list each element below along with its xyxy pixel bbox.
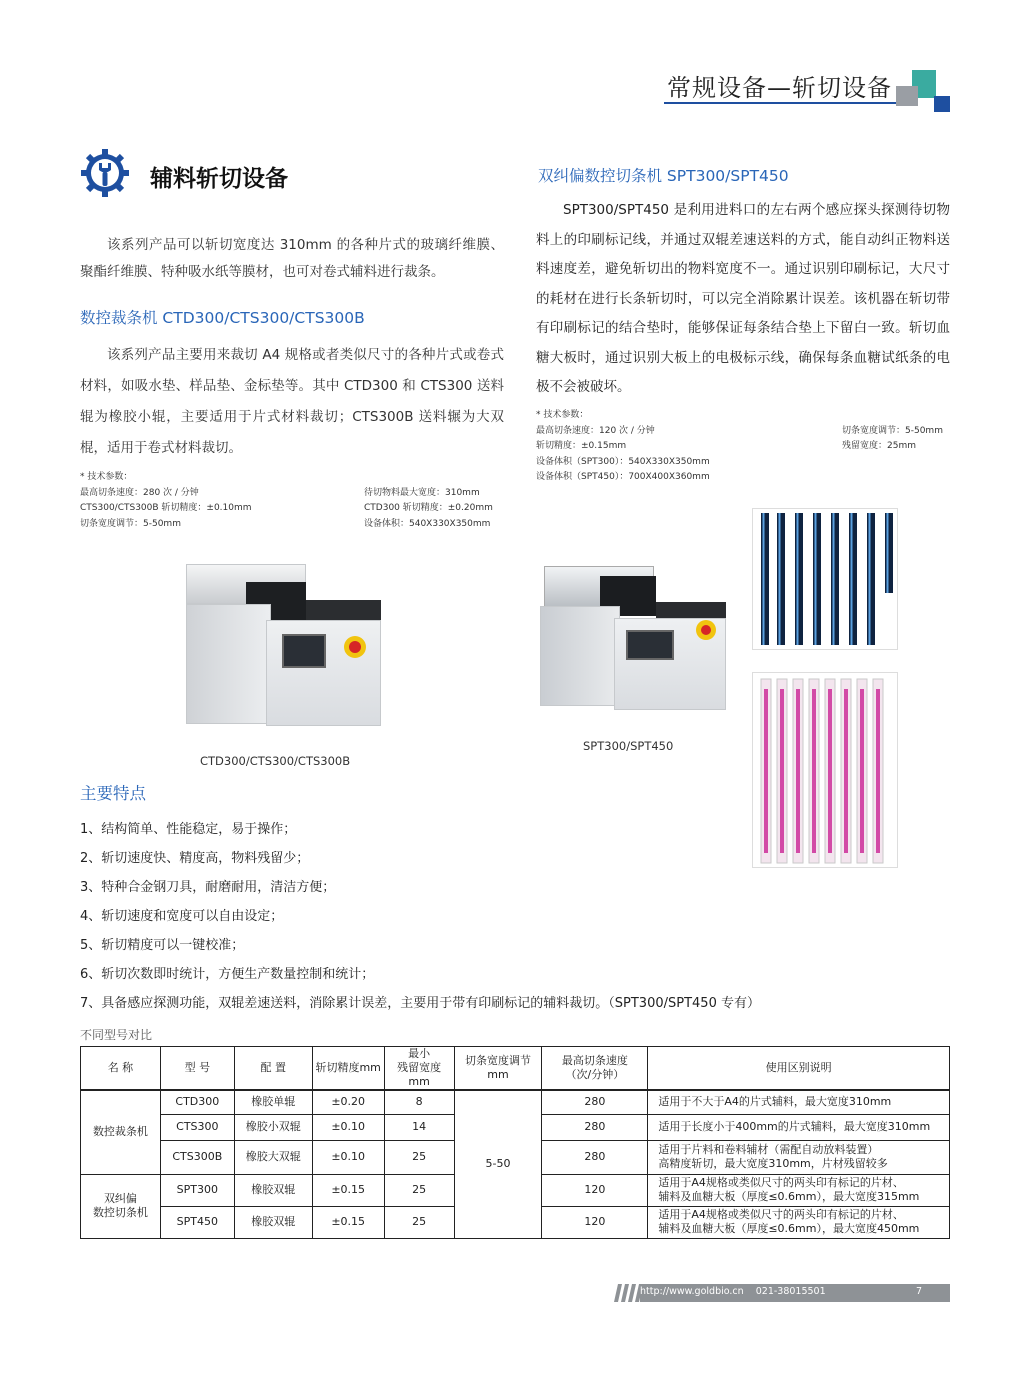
cell-model: CTS300 xyxy=(160,1114,234,1140)
cell-residue: 25 xyxy=(384,1206,454,1238)
ctd-specs-label: * 技术参数： xyxy=(80,472,133,482)
header-underline xyxy=(664,102,896,104)
cell-precision: ±0.10 xyxy=(312,1114,384,1140)
cell-residue: 25 xyxy=(384,1174,454,1206)
ctd-spec-l3: 切条宽度调节：5-50mm xyxy=(80,518,181,529)
cell-speed: 280 xyxy=(542,1090,648,1114)
page-number: 7 xyxy=(916,1286,923,1297)
spt-description: SPT300/SPT450 是利用进料口的左右两个感应探头探测待切物料上的印刷标记线，并通过双辊差速送料的方式，能自动纠正物料送料速度差，避免斩切出的物料宽度不一。通过识别印刷标记，大尺寸的耗材在进行长条斩切时，可以完全消除累计误差。该机器在斩切带有印刷标记的结合垫时，能够保证每条结合垫上下留白一致。斩切血糖大板时，通过识别大板上的电极标示线，确保每条血糖试纸条的电极不会被破坏。 xyxy=(536,202,950,395)
cell-residue: 25 xyxy=(384,1140,454,1174)
header-residue-line2: 残留宽度mm xyxy=(397,1061,442,1088)
ctd-spec-r2: CTD300 斩切精度：±0.20mm xyxy=(364,503,493,513)
header-residue-line1: 最小 xyxy=(408,1047,431,1060)
cell-model: SPT300 xyxy=(160,1174,234,1206)
cell-width: 5-50 xyxy=(454,1090,542,1238)
footer-stripes-decor xyxy=(612,1284,642,1302)
model-comparison-table xyxy=(80,1046,950,1239)
cell-usage xyxy=(648,1090,950,1114)
spt-caption: SPT300/SPT450 xyxy=(583,739,674,753)
group-spt-line2: 数控切条机 xyxy=(92,1206,148,1219)
feature-item: 5、斩切精度可以一键校准； xyxy=(80,938,245,953)
header-usage: 使用区别说明 xyxy=(648,1047,950,1091)
table-row xyxy=(81,1090,950,1114)
ctd-spec-l1: 最高切条速度：280 次 / 分钟 xyxy=(80,487,199,498)
header-decor-blue xyxy=(934,96,950,112)
cell-config: 橡胶小双辊 xyxy=(234,1114,312,1140)
test-strips-image xyxy=(752,672,898,868)
cell-precision: ±0.15 xyxy=(312,1206,384,1238)
ctd-spec-r1: 待切物料最大宽度：310mm xyxy=(364,487,480,498)
spt-spec-l2: 斩切精度：±0.15mm xyxy=(536,441,627,451)
feature-item: 3、特种合金钢刀具，耐磨耐用，清洁方便； xyxy=(80,880,336,895)
cell-speed: 280 xyxy=(542,1140,648,1174)
cell-config: 橡胶双辊 xyxy=(234,1174,312,1206)
ctd-title: 数控裁条机 CTD300/CTS300/CTS300B xyxy=(80,309,365,327)
spt-spec-l1: 最高切条速度：120 次 / 分钟 xyxy=(536,425,655,436)
test-strips-drawing xyxy=(753,673,898,868)
features-title: 主要特点 xyxy=(80,784,146,803)
page-header-title: 常规设备—斩切设备 xyxy=(667,74,892,102)
usage-line1: 适用于A4规格或类似尺寸的两头印有标记的片材、 xyxy=(658,1176,904,1189)
header-decor-gray xyxy=(896,86,918,106)
usage-line2: 辅料及血糖大板（厚度≤0.6mm），最大宽度450mm xyxy=(658,1222,920,1235)
cell-residue: 14 xyxy=(384,1114,454,1140)
feature-item: 7、具备感应探测功能，双辊差速送料，消除累计误差，主要用于带有印刷标记的辅料裁切。（SPT300/SPT450 专有） xyxy=(80,996,760,1011)
cell-config: 橡胶单辊 xyxy=(234,1090,312,1114)
spt-spec-l4: 设备体积（SPT450）：700X400X360mm xyxy=(536,472,710,482)
header-name: 名 称 xyxy=(81,1047,161,1091)
cell-model: SPT450 xyxy=(160,1206,234,1238)
spt-specs xyxy=(536,408,950,486)
header-speed xyxy=(542,1047,648,1091)
ctd-description: 该系列产品主要用来裁切 A4 规格或者类似尺寸的各种片式或卷式材料，如吸水垫、样品垫、金标垫等。其中 CTD300 和 CTS300 送料辊为橡胶小辊，主要适用于片式材料裁切；CTS300B 送料辗为大双棍，适用于卷式材料裁切。 xyxy=(80,347,504,456)
usage-line2: 高精度斩切，最大宽度310mm，片材残留较多 xyxy=(658,1157,888,1170)
header-model: 型 号 xyxy=(160,1047,234,1091)
feature-item: 4、斩切速度和宽度可以自由设定； xyxy=(80,909,284,924)
cell-speed: 120 xyxy=(542,1206,648,1238)
cell-precision: ±0.20 xyxy=(312,1090,384,1114)
electrode-strips-drawing xyxy=(753,509,898,650)
cell-usage xyxy=(648,1206,950,1238)
header-precision: 斩切精度mm xyxy=(312,1047,384,1091)
header-residue xyxy=(384,1047,454,1091)
ctd-caption: CTD300/CTS300/CTS300B xyxy=(200,754,351,768)
section-intro: 该系列产品可以斩切宽度达 310mm 的各种片式的玻璃纤维膜、聚酯纤维膜、特种吸水纸等膜材，也可对卷式辅料进行裁条。 xyxy=(80,237,504,280)
table-caption: 不同型号对比 xyxy=(80,1028,153,1042)
spt-title: 双纠偏数控切条机 SPT300/SPT450 xyxy=(538,167,789,185)
cell-precision: ±0.10 xyxy=(312,1140,384,1174)
usage-line1: 适用于片料和卷料辅材（需配自动放料装置） xyxy=(658,1143,879,1156)
header-width: 切条宽度调节mm xyxy=(454,1047,542,1091)
cell-residue: 8 xyxy=(384,1090,454,1114)
group-spt-line1: 双纠偏 xyxy=(103,1192,137,1205)
section-title: 辅料斩切设备 xyxy=(150,166,288,192)
cell-usage xyxy=(648,1114,950,1140)
footer-contact: http://www.goldbio.cn 021-38015501 xyxy=(640,1286,826,1297)
usage-line1: 适用于不大于A4的片式辅料，最大宽度310mm xyxy=(658,1095,892,1109)
feature-item: 2、斩切速度快、精度高，物料残留少； xyxy=(80,851,310,866)
ctd-specs xyxy=(80,470,500,532)
spt-spec-r2: 残留宽度：25mm xyxy=(842,441,916,451)
header-speed-line2: （次/分钟） xyxy=(565,1068,625,1081)
gear-wrench-icon xyxy=(80,148,130,198)
ctd-spec-l2: CTS300/CTS300B 斩切精度：±0.10mm xyxy=(80,503,252,513)
cell-model: CTS300B xyxy=(160,1140,234,1174)
usage-line2: 辅料及血糖大板（厚度≤0.6mm），最大宽度315mm xyxy=(658,1190,920,1203)
spt-specs-label: * 技术参数： xyxy=(536,410,589,420)
usage-line1: 适用于A4规格或类似尺寸的两头印有标记的片材、 xyxy=(658,1208,904,1221)
cell-speed: 280 xyxy=(542,1114,648,1140)
ctd-machine-image xyxy=(186,564,386,734)
spt-spec-l3: 设备体积（SPT300）：540X330X350mm xyxy=(536,456,710,467)
cell-precision: ±0.15 xyxy=(312,1174,384,1206)
cell-usage xyxy=(648,1140,950,1174)
spt-machine-image xyxy=(540,566,730,716)
ctd-spec-r3: 设备体积：540X330X350mm xyxy=(364,518,491,529)
cell-config: 橡胶双辊 xyxy=(234,1206,312,1238)
cell-speed: 120 xyxy=(542,1174,648,1206)
spt-spec-r1: 切条宽度调节：5-50mm xyxy=(842,425,943,436)
header-config: 配 置 xyxy=(234,1047,312,1091)
feature-item: 1、结构简单、性能稳定，易于操作； xyxy=(80,822,297,837)
cell-config: 橡胶大双辊 xyxy=(234,1140,312,1174)
header-speed-line1: 最高切条速度 xyxy=(561,1054,628,1067)
cell-usage xyxy=(648,1174,950,1206)
group-cell-ctd: 数控裁条机 xyxy=(81,1090,161,1174)
feature-item: 6、斩切次数即时统计，方便生产数量控制和统计； xyxy=(80,967,375,982)
cell-model: CTD300 xyxy=(160,1090,234,1114)
electrode-strips-image xyxy=(752,508,898,650)
group-cell-spt xyxy=(81,1174,161,1238)
usage-line1: 适用于长度小于400mm的片式辅料，最大宽度310mm xyxy=(658,1120,931,1133)
